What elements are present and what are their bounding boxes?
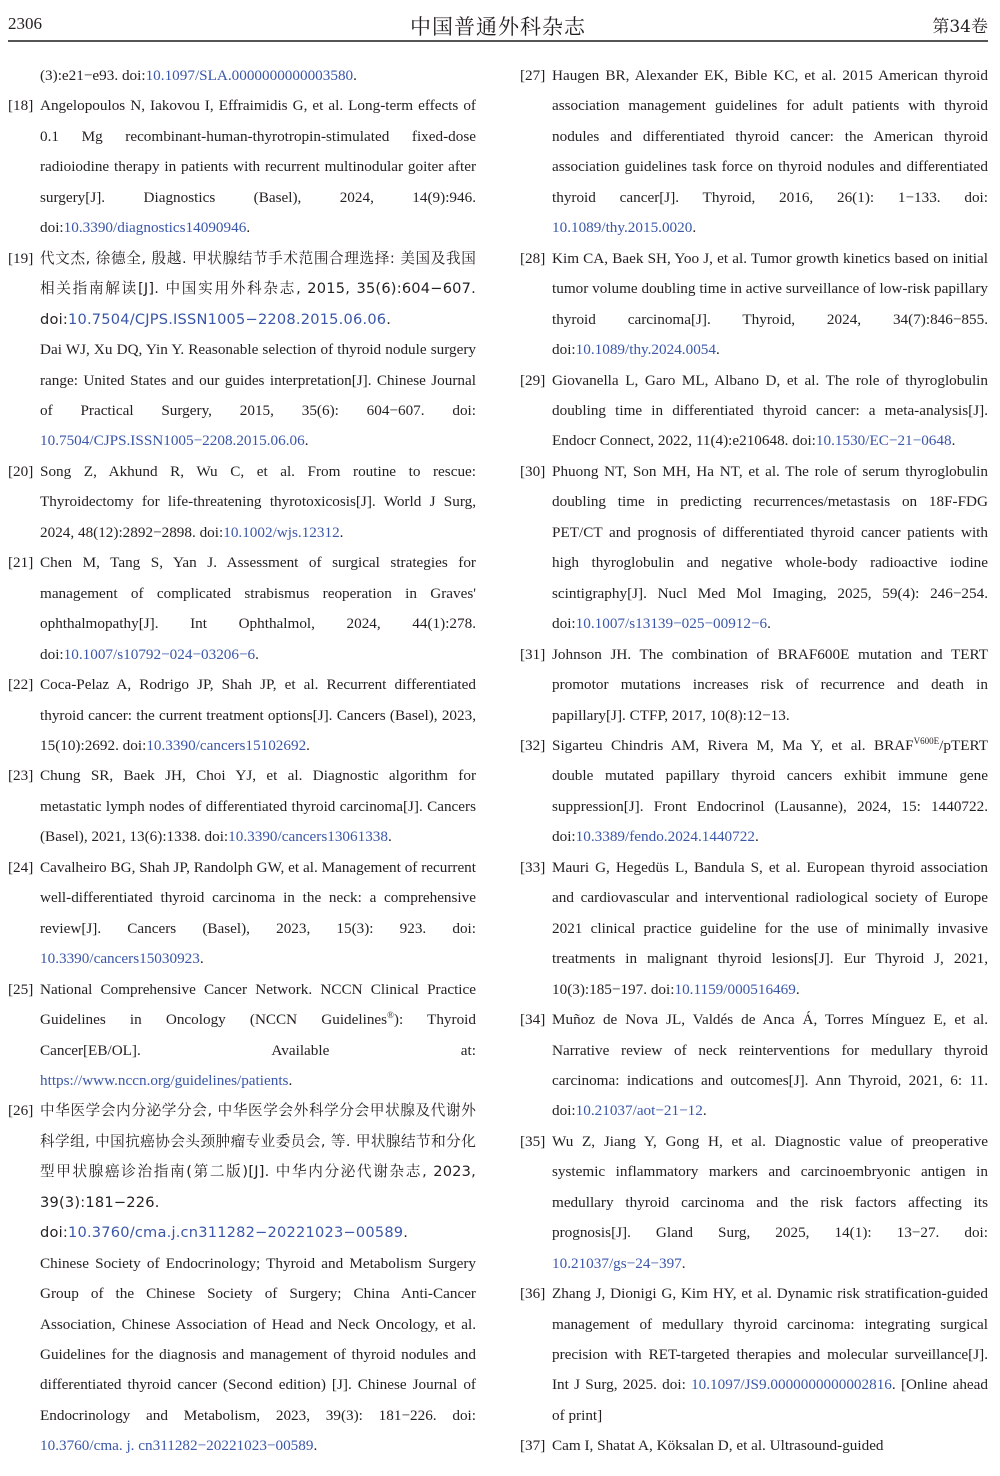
reference-number: [18] bbox=[8, 97, 34, 115]
reference-item bbox=[520, 457, 988, 640]
reference-text-segment: Coca-Pelaz A, Rodrigo JP, Shah JP, et al. Recurrent differentiated thyroid cancer: the current treatment options[J]. Cancers (Basel), 2023, 15(10):2692. doi: bbox=[40, 676, 476, 754]
reference-text-segment: Johnson JH. The combination of BRAF600E mutation and TERT promotor mutations increases risk of recurrence and death in papillary[J]. CTFP, 2017, 10(8):12−13. bbox=[552, 645, 988, 724]
superscript: V600E bbox=[913, 735, 940, 746]
reference-text-segment: Giovanella L, Garo ML, Albano D, et al. The role of thyroglobulin doubling time in differentiated thyroid cancer: a meta-analysis[J]. Endocr Connect, 2022, 11(4):e210648. doi: bbox=[552, 371, 988, 450]
reference-number: [36] bbox=[520, 1285, 546, 1303]
reference-item bbox=[520, 366, 988, 457]
reference-continuation bbox=[8, 61, 476, 91]
reference-text-segment: . bbox=[754, 828, 759, 846]
reference-number: [20] bbox=[8, 462, 34, 480]
reference-number: [32] bbox=[520, 736, 546, 754]
reference-number: [22] bbox=[8, 676, 34, 694]
reference-text bbox=[552, 1437, 884, 1454]
reference-text bbox=[40, 1255, 476, 1455]
reference-text bbox=[40, 767, 476, 845]
reference-text-segment: Chen M, Tang S, Yan J. Assessment of surgical strategies for management of complicated strabismus reoperation in Graves' ophthalmopathy[J]. Int Ophthalmol, 2024, 44(1):278. doi: bbox=[40, 554, 476, 663]
doi-link[interactable]: 10.3760/cma.j.cn311282−20221023−00589 bbox=[67, 1224, 404, 1242]
reference-number: [29] bbox=[520, 371, 546, 389]
references-left-column bbox=[8, 61, 476, 1462]
doi-link[interactable]: 10.1007/s10792−024−03206−6 bbox=[63, 645, 256, 663]
doi-link[interactable]: 10.1530/EC−21−0648 bbox=[815, 432, 952, 450]
reference-text-segment: (3):e21−e93. doi: bbox=[40, 67, 146, 84]
reference-item bbox=[520, 61, 988, 244]
reference-text-segment: . bbox=[767, 615, 771, 633]
reference-text-segment: Chinese Society of Endocrinology; Thyroid and Metabolism Surgery Group of the Chinese Society of Surgery; China Anti-Cancer Association, Chinese Association of Head and Neck Oncology, et al. Guidelines for the diagnosis and management of thyroid nodules and differentiated thyroid cancer (Second edition) [J]. Chinese Journal of Endocrinology and Metabolism, 2023, 39(3): 181−226. doi: bbox=[40, 1254, 476, 1424]
reference-text-segment: Angelopoulos N, Iakovou I, Effraimidis G, et al. Long-term effects of 0.1 Mg recombinant-human-thyrotropin-stimulated fixed-dose radioiodine therapy in patients with recurrent multinodular goiter after surgery[J]. Diagnostics (Basel), 2024, 14(9):946. doi: bbox=[40, 97, 476, 237]
reference-text-segment: Phuong NT, Son MH, Ha NT, et al. The role of serum thyroglobulin doubling time in predicting recurrences/metastasis on 18F-FDG PET/CT and prognosis of differentiated thyroid cancer patients with high thyroglobulin and negative whole-body radioactive iodine scintigraphy[J]. Nucl Med Mol Imaging, 2025, 59(4): 246−254. doi: bbox=[552, 462, 988, 633]
reference-text bbox=[40, 676, 476, 754]
doi-link[interactable]: 10.1159/000516469 bbox=[674, 980, 796, 998]
reference-text-segment: . bbox=[199, 950, 204, 968]
reference-number: [31] bbox=[520, 645, 546, 663]
reference-text bbox=[552, 737, 988, 845]
reference-item bbox=[520, 853, 988, 1005]
reference-text-segment: Chung SR, Baek JH, Choi YJ, et al. Diagnostic algorithm for metastatic lymph nodes of differentiated thyroid carcinoma[J]. Cancers (Basel), 2021, 13(6):1338. doi: bbox=[40, 767, 476, 846]
reference-continuation bbox=[8, 335, 476, 457]
reference-number: [37] bbox=[520, 1437, 546, 1455]
reference-text-segment: . bbox=[388, 828, 392, 846]
doi-link[interactable]: 10.3760/cma. j. cn311282−20221023−00589 bbox=[40, 1437, 314, 1455]
reference-item bbox=[8, 975, 476, 1097]
reference-item bbox=[8, 761, 476, 852]
reference-text bbox=[552, 372, 988, 450]
reference-number: [33] bbox=[520, 858, 546, 876]
reference-text bbox=[40, 97, 476, 236]
reference-text-segment: 代文杰, 徐德全, 殷越. 甲状腺结节手术范围合理选择: 美国及我国相关指南解读[J]. 中国实用外科杂志, 2015, 35(6):604−607. doi: bbox=[40, 249, 476, 328]
reference-text-segment: Haugen BR, Alexander EK, Bible KC, et al. 2015 American thyroid association management guidelines for adult patients with thyroid nodules and differentiated thyroid cancer: the American thyroid association guidelines task force on thyroid nodules and differentiated thyroid cancer[J]. Thyroid, 2016, 26(1): 1−133. doi: bbox=[552, 67, 988, 206]
reference-text-segment: . bbox=[255, 645, 259, 663]
doi-link[interactable]: 10.7504/CJPS.ISSN1005−2208.2015.06.06 bbox=[67, 310, 387, 328]
reference-text-segment: Muñoz de Nova JL, Valdés de Anca Á, Torres Mínguez E, et al. Narrative review of neck reinterventions for medullary thyroid carcinoma: indications and outcomes[J]. Ann Thyroid, 2021, 6: 11. doi: bbox=[552, 1011, 988, 1120]
reference-number: [21] bbox=[8, 554, 34, 572]
reference-item bbox=[8, 457, 476, 548]
reference-text-segment: . [Online ahead of print] bbox=[552, 1376, 988, 1424]
reference-text bbox=[40, 1102, 476, 1241]
reference-text-segment: Cavalheiro BG, Shah JP, Randolph GW, et al. Management of recurrent well-differentiated thyroid carcinoma in the neck: a comprehensive review[J]. Cancers (Basel), 2023, 15(3): 923. doi: bbox=[40, 858, 476, 937]
doi-link[interactable]: 10.1089/thy.2015.0020 bbox=[552, 219, 693, 237]
reference-number: [30] bbox=[520, 462, 546, 480]
reference-text bbox=[552, 67, 988, 236]
doi-link[interactable]: 10.3390/cancers15102692 bbox=[146, 736, 307, 754]
reference-item bbox=[520, 731, 988, 853]
reference-text-segment: . bbox=[951, 432, 956, 450]
reference-text bbox=[552, 250, 988, 358]
doi-link[interactable]: 10.21037/gs−24−397 bbox=[552, 1254, 682, 1272]
reference-number: [35] bbox=[520, 1132, 546, 1150]
reference-item bbox=[8, 548, 476, 670]
reference-text-segment: . bbox=[403, 1224, 409, 1242]
reference-text bbox=[552, 646, 988, 724]
reference-text-segment: . bbox=[313, 1437, 318, 1455]
reference-text-segment: Dai WJ, Xu DQ, Yin Y. Reasonable selection of thyroid nodule surgery range: United States and our guides interpretation[J]. Chinese Journal of Practical Surgery, 2015, 35(6): 604−607. doi: bbox=[40, 341, 476, 419]
doi-link[interactable]: 10.3390/cancers13061338 bbox=[228, 828, 388, 846]
doi-link[interactable]: 10.3390/diagnostics14090946 bbox=[63, 219, 247, 237]
doi-link[interactable]: 10.1097/SLA.0000000000003580 bbox=[145, 67, 354, 84]
reference-text-segment: Zhang J, Dionigi G, Kim HY, et al. Dynamic risk stratification-guided management of medullary thyroid carcinoma: integrating surgical precision with RET-targeted therapies and molecular surveillance[J]. Int J Surg, 2025. doi: bbox=[552, 1285, 988, 1394]
header-rule bbox=[8, 40, 988, 42]
reference-text bbox=[552, 1285, 988, 1424]
reference-text-segment: . bbox=[246, 219, 251, 237]
reference-item bbox=[520, 640, 988, 731]
doi-link[interactable]: https://www.nccn.org/guidelines/patients bbox=[40, 1071, 289, 1089]
reference-text-segment: . bbox=[306, 736, 310, 754]
reference-text-segment: 中华医学会内分泌学分会, 中华医学会外科学分会甲状腺及代谢外科学组, 中国抗癌协会头颈肿瘤专业委员会, 等. 甲状腺结节和分化型甲状腺癌诊治指南(第二版)[J]. 中华内分泌代谢杂志, 2023, 39(3):181−226. doi: bbox=[40, 1102, 476, 1242]
reference-text-segment: . bbox=[702, 1102, 707, 1120]
reference-item bbox=[520, 1431, 988, 1461]
reference-item bbox=[8, 244, 476, 335]
reference-item bbox=[520, 1005, 988, 1127]
reference-text bbox=[40, 341, 476, 449]
reference-item bbox=[520, 1127, 988, 1279]
reference-text-segment: National Comprehensive Cancer Network. NCCN Clinical Practice Guidelines in Oncology (NCCN Guidelines bbox=[40, 980, 476, 1029]
reference-text-segment: Song Z, Akhund R, Wu C, et al. From routine to rescue: Thyroidectomy for life-threatening thyrotoxicosis[J]. World J Surg, 2024, 48(12):2892−2898. doi: bbox=[40, 462, 476, 541]
reference-number: [25] bbox=[8, 980, 34, 998]
reference-number: [26] bbox=[8, 1102, 34, 1120]
reference-text-segment: Sigarteu Chindris AM, Rivera M, Ma Y, et al. BRAF bbox=[552, 736, 914, 754]
superscript: ® bbox=[387, 1010, 394, 1021]
reference-text-segment: . bbox=[692, 219, 697, 237]
reference-text bbox=[552, 463, 988, 632]
reference-text-segment: . bbox=[339, 523, 344, 541]
reference-text-segment: . bbox=[795, 980, 800, 998]
reference-text-segment: . bbox=[386, 310, 392, 328]
doi-link[interactable]: 10.3389/fendo.2024.1440722 bbox=[575, 828, 755, 846]
page-number: 2306 bbox=[8, 14, 42, 33]
reference-item bbox=[8, 1096, 476, 1248]
reference-text bbox=[40, 981, 476, 1089]
reference-number: [23] bbox=[8, 767, 34, 785]
reference-item bbox=[8, 91, 476, 243]
reference-text bbox=[40, 859, 476, 967]
doi-link[interactable]: 10.1097/JS9.0000000000002816 bbox=[691, 1376, 892, 1394]
reference-text-segment: . bbox=[353, 67, 357, 84]
reference-number: [24] bbox=[8, 858, 34, 876]
reference-text bbox=[552, 1133, 988, 1272]
page-header bbox=[8, 8, 988, 40]
reference-text-segment: Wu Z, Jiang Y, Gong H, et al. Diagnostic value of preoperative systemic inflammatory markers and carcinoembryonic antigen in medullary thyroid carcinoma and the risk factors affecting its prognosis[J]. Gland Surg, 2025, 14(1): 13−27. doi: bbox=[552, 1132, 988, 1242]
reference-text-segment: Mauri G, Hegedüs L, Bandula S, et al. European thyroid association and cardiovascular and interventional radiological society of Europe 2021 clinical practice guideline for the use of minimally invasive treatments in malignant thyroid lesions[J]. Eur Thyroid J, 2021, 10(3):185−197. doi: bbox=[552, 858, 988, 998]
references-right-column bbox=[520, 61, 988, 1462]
reference-text-segment: . bbox=[715, 341, 720, 359]
doi-link[interactable]: 10.3390/cancers15030923 bbox=[40, 950, 200, 968]
reference-item bbox=[8, 670, 476, 761]
reference-text-segment: ): Thyroid Cancer[EB/OL]. Available at: bbox=[40, 1011, 476, 1059]
journal-title: 中国普通外科杂志 bbox=[410, 15, 586, 39]
doi-link[interactable]: 10.7504/CJPS.ISSN1005−2208.2015.06.06 bbox=[40, 432, 305, 450]
reference-text bbox=[40, 67, 357, 84]
reference-text-segment: Cam I, Shatat A, Köksalan D, et al. Ultrasound-guided bbox=[552, 1437, 884, 1455]
reference-text bbox=[40, 463, 476, 541]
doi-link[interactable]: 10.1007/s13139−025−00912−6 bbox=[575, 615, 768, 633]
reference-text-segment: . bbox=[288, 1071, 293, 1089]
reference-number: [19] bbox=[8, 249, 34, 267]
reference-text-segment: . bbox=[304, 432, 309, 450]
reference-number: [28] bbox=[520, 249, 546, 267]
reference-text bbox=[552, 1011, 988, 1119]
reference-text bbox=[40, 554, 476, 662]
reference-text-segment: . bbox=[681, 1254, 686, 1272]
doi-link[interactable]: 10.21037/aot−21−12 bbox=[575, 1102, 703, 1120]
reference-number: [34] bbox=[520, 1011, 546, 1029]
reference-item bbox=[520, 244, 988, 366]
reference-text-segment: Kim CA, Baek SH, Yoo J, et al. Tumor growth kinetics based on initial tumor volume doubling time in active surveillance of low-risk papillary thyroid carcinoma[J]. Thyroid, 2024, 34(7):846−855. doi: bbox=[552, 249, 988, 359]
reference-continuation bbox=[8, 1249, 476, 1462]
reference-item bbox=[520, 1279, 988, 1431]
reference-item bbox=[8, 853, 476, 975]
reference-text bbox=[552, 859, 988, 998]
volume-label: 第34卷 bbox=[932, 17, 988, 37]
doi-link[interactable]: 10.1089/thy.2024.0054 bbox=[575, 341, 716, 359]
doi-link[interactable]: 10.1002/wjs.12312 bbox=[223, 523, 340, 541]
reference-text-segment: /pTERT double mutated papillary thyroid cancers exhibit immune gene suppression[J]. Front Endocrinol (Lausanne), 2024, 15: 1440722. doi: bbox=[552, 736, 988, 846]
reference-number: [27] bbox=[520, 67, 546, 84]
reference-text bbox=[40, 250, 476, 328]
